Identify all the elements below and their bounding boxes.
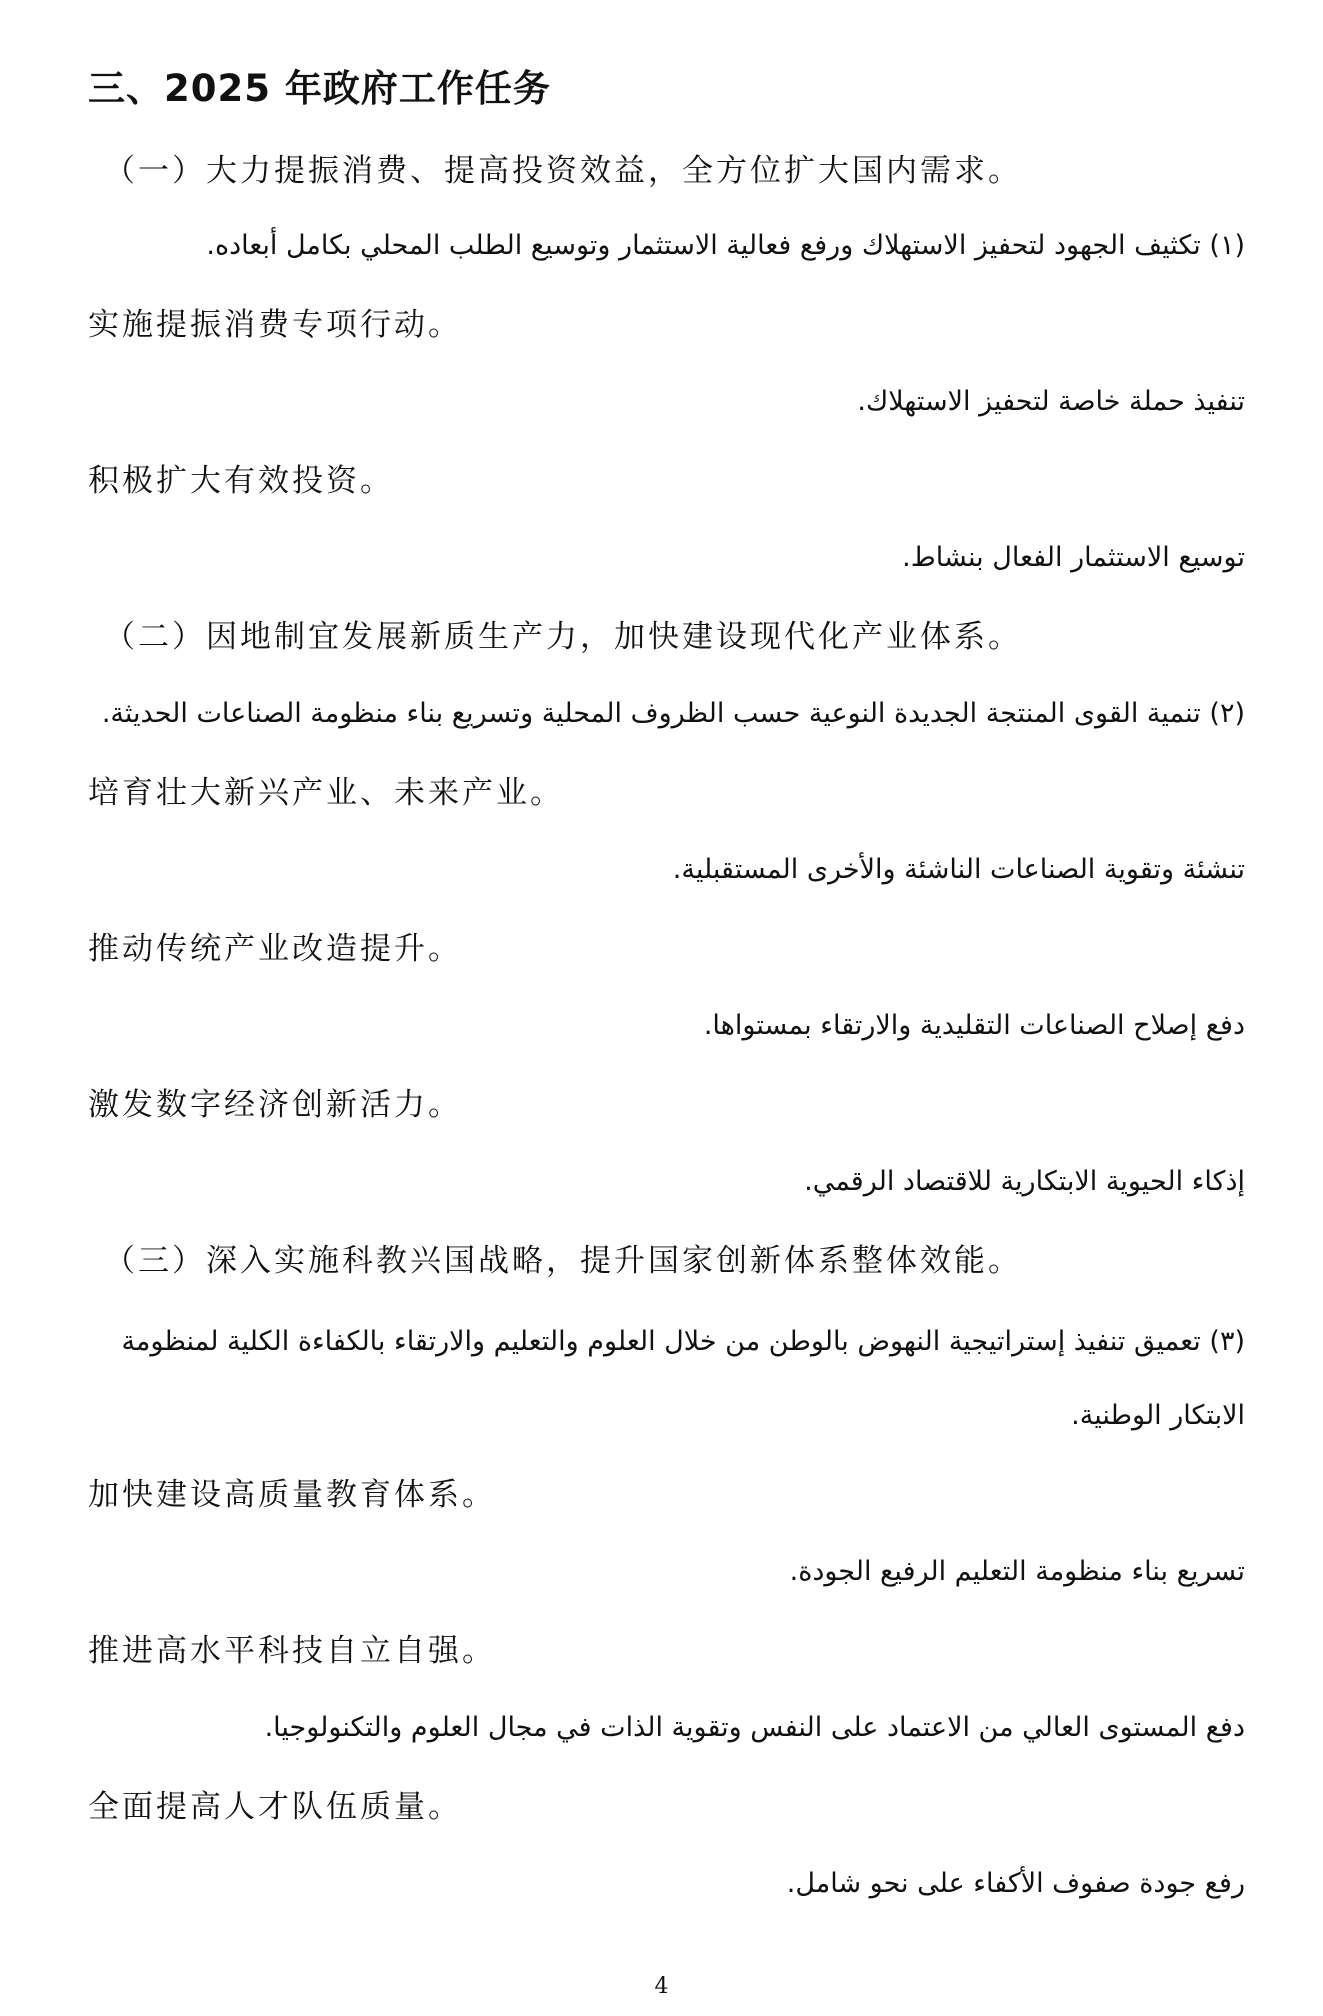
block-1-item-2-ar: توسيع الاستثمار الفعال بنشاط.	[902, 542, 1245, 573]
block-2-heading-zh: （二）因地制宜发展新质生产力，加快建设现代化产业体系。	[104, 619, 1022, 655]
section-title: 三、2025 年政府工作任务	[88, 67, 551, 110]
block-3-item-2-zh: 推进高水平科技自立自强。	[88, 1633, 496, 1669]
page-number: 4	[654, 1974, 669, 1999]
block-3-item-3-ar: رفع جودة صفوف الأكفاء على نحو شامل.	[786, 1868, 1245, 1899]
block-1-item-2-zh: 积极扩大有效投资。	[88, 463, 394, 499]
block-1-item-1-zh: 实施提振消费专项行动。	[88, 307, 462, 343]
block-1-heading-zh: （一）大力提振消费、提高投资效益，全方位扩大国内需求。	[104, 153, 1022, 189]
block-2-item-1-zh: 培育壮大新兴产业、未来产业。	[88, 775, 564, 811]
block-2-item-3-zh: 激发数字经济创新活力。	[88, 1087, 462, 1123]
block-3-heading-ar: (٣) تعميق تنفيذ إستراتيجية النهوض بالوطن من خلال العلوم والتعليم والارتقاء بالكفاءة الكلية لمنظومة الابتكار الوطنية.	[121, 1326, 1245, 1431]
block-3-heading-zh: （三）深入实施科教兴国战略，提升国家创新体系整体效能。	[104, 1243, 1022, 1279]
block-3-item-1-zh: 加快建设高质量教育体系。	[88, 1477, 496, 1513]
block-2-heading-ar: (٢) تنمية القوى المنتجة الجديدة النوعية حسب الظروف المحلية وتسريع بناء منظومة الصناعات الحديثة.	[101, 698, 1245, 729]
block-2-item-3-ar: إذكاء الحيوية الابتكارية للاقتصاد الرقمي.	[804, 1166, 1245, 1197]
block-3-item-2-ar: دفع المستوى العالي من الاعتماد على النفس وتقوية الذات في مجال العلوم والتكنولوجيا.	[264, 1712, 1245, 1743]
block-1-heading-ar: (١) تكثيف الجهود لتحفيز الاستهلاك ورفع فعالية الاستثمار وتوسيع الطلب المحلي بكامل أبعاده.	[206, 230, 1245, 261]
block-3-item-3-zh: 全面提高人才队伍质量。	[88, 1789, 462, 1825]
block-2-item-2-ar: دفع إصلاح الصناعات التقليدية والارتقاء بمستواها.	[703, 1010, 1245, 1041]
block-1-item-1-ar: تنفيذ حملة خاصة لتحفيز الاستهلاك.	[857, 386, 1245, 417]
block-2-item-1-ar: تنشئة وتقوية الصناعات الناشئة والأخرى المستقبلية.	[672, 854, 1245, 885]
block-2-item-2-zh: 推动传统产业改造提升。	[88, 931, 462, 967]
block-3-item-1-ar: تسريع بناء منظومة التعليم الرفيع الجودة.	[789, 1556, 1245, 1587]
